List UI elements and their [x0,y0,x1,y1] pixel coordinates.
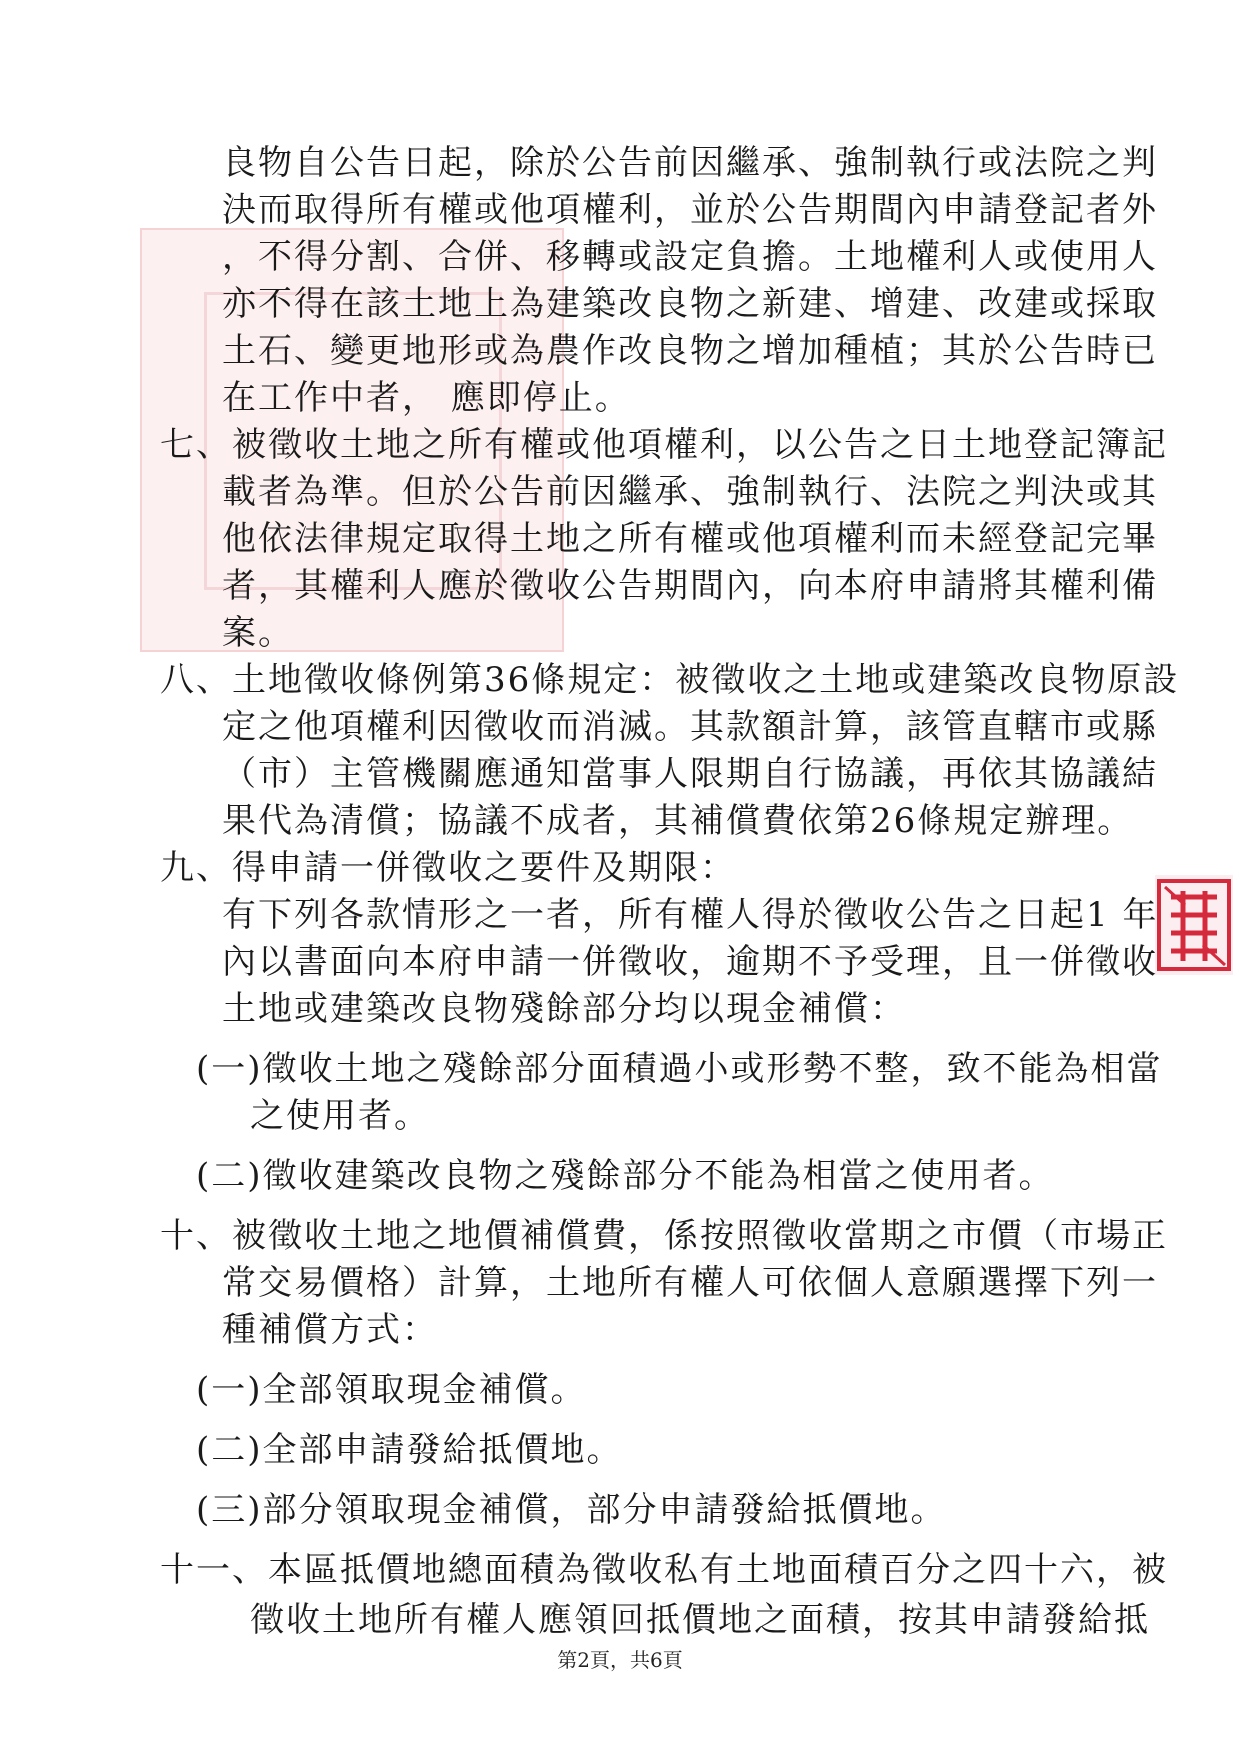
body-line: 亦不得在該土地上為建築改良物之新建、增建、改建或採取 [222,284,1158,324]
list-item-continuation: 之使用者。 [250,1096,430,1136]
list-item: (一)全部領取現金補償。 [196,1370,587,1410]
page-number-footer: 第2頁，共6頁 [557,1648,683,1672]
body-line: 內以書面向本府申請一併徵收，逾期不予受理，且一併徵收 [222,942,1158,982]
body-line: 常交易價格）計算，土地所有權人可依個人意願選擇下列一 [222,1263,1158,1303]
body-line: 土石、變更地形或為農作改良物之增加種植；其於公告時已 [222,331,1158,371]
body-line: 定之他項權利因徵收而消滅。其款額計算，該管直轄市或縣 [222,707,1158,747]
body-line: 徵收土地所有權人應領回抵價地之面積，按其申請發給抵 [250,1600,1150,1640]
body-line: 者，其權利人應於徵收公告期間內，向本府申請將其權利備 [222,566,1158,606]
body-line: ，不得分割、合併、移轉或設定負擔。土地權利人或使用人 [222,237,1158,277]
body-line: 有下列各款情形之一者，所有權人得於徵收公告之日起1 年 [222,895,1159,935]
body-line: 良物自公告日起，除於公告前因繼承、強制執行或法院之判 [222,143,1158,183]
section-heading-11: 十一、本區抵價地總面積為徵收私有土地面積百分之四十六，被 [160,1550,1168,1590]
section-heading-8: 八、土地徵收條例第36條規定：被徵收之土地或建築改良物原設 [160,660,1180,700]
body-line: 載者為準。但於公告前因繼承、強制執行、法院之判決或其 [222,472,1158,512]
list-item: (一)徵收土地之殘餘部分面積過小或形勢不整，致不能為相當 [196,1049,1163,1089]
body-line: （市）主管機關應通知當事人限期自行協議，再依其協議結 [222,754,1158,794]
body-line: 他依法律規定取得土地之所有權或他項權利而未經登記完畢 [222,519,1158,559]
body-line: 果代為清償；協議不成者，其補償費依第26條規定辦理。 [222,801,1134,841]
body-line: 案。 [222,613,294,653]
list-item: (二)全部申請發給抵價地。 [196,1430,623,1470]
section-heading-7: 七、被徵收土地之所有權或他項權利，以公告之日土地登記簿記 [160,425,1168,465]
body-line: 土地或建築改良物殘餘部分均以現金補償： [222,989,906,1029]
body-line: 決而取得所有權或他項權利，並於公告期間內申請登記者外 [222,190,1158,230]
small-red-seal [1155,875,1233,975]
section-heading-9: 九、得申請一併徵收之要件及期限： [160,848,736,888]
list-item: (三)部分領取現金補償，部分申請發給抵價地。 [196,1490,947,1530]
body-line: 在工作中者， 應即停止。 [222,378,631,418]
body-line: 種補償方式： [222,1310,438,1350]
list-item: (二)徵收建築改良物之殘餘部分不能為相當之使用者。 [196,1156,1055,1196]
section-heading-10: 十、被徵收土地之地價補償費，係按照徵收當期之市價（市場正 [160,1216,1168,1256]
